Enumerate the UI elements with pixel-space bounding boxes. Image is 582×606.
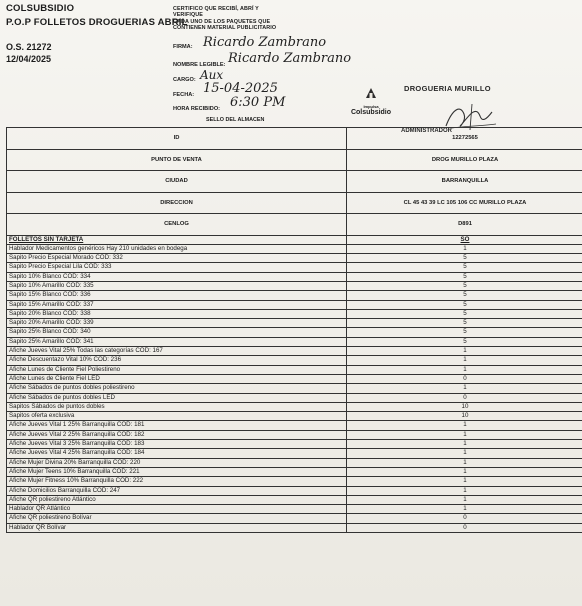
- row-value: 5: [347, 281, 582, 290]
- organization-name: COLSUBSIDIO: [6, 3, 75, 14]
- row-label: Sapitos Sábados de puntos dobles: [7, 402, 347, 411]
- row-label: Sapito 15% Blanco COD: 336: [7, 291, 347, 300]
- hora-value: 6:30 PM: [230, 95, 286, 110]
- table-row: [7, 430, 582, 439]
- stamp-drogueria: DROGUERIA MURILLO: [404, 84, 491, 93]
- row-value: CL 45 43 39 LC 105 106 CC MURILLO PLAZA: [347, 192, 582, 214]
- row-label: Afiche Jueves Vital 3 25% Barranquilla COD: 183: [7, 440, 347, 449]
- row-label: Sapito 25% Amarillo COD: 341: [7, 337, 347, 346]
- table-row: [7, 309, 582, 318]
- row-value: DROG MURILLO PLAZA: [347, 149, 582, 171]
- table-row: [7, 449, 582, 458]
- info-row: [7, 192, 582, 214]
- table-row: [7, 458, 582, 467]
- row-label: Sapito 25% Blanco COD: 340: [7, 328, 347, 337]
- table-row: [7, 467, 582, 476]
- table-row: [7, 384, 582, 393]
- row-label: Sapito 20% Amarillo COD: 339: [7, 319, 347, 328]
- stamp-brand: Colsubsidio: [350, 109, 392, 116]
- cargo-value: Aux: [200, 68, 224, 82]
- row-label: PUNTO DE VENTA: [7, 149, 347, 171]
- row-value: 1: [347, 384, 582, 393]
- certification-line: VERIFIQUE: [173, 12, 203, 19]
- table-row: [7, 347, 582, 356]
- table-row: [7, 300, 582, 309]
- row-value: 5: [347, 300, 582, 309]
- row-value: 1: [347, 495, 582, 504]
- row-value: 1: [347, 486, 582, 495]
- table-row: [7, 486, 582, 495]
- document-date: 12/04/2025: [6, 54, 52, 64]
- row-label: Sapito 15% Amarillo COD: 337: [7, 300, 347, 309]
- cargo-label: CARGO:: [173, 77, 196, 83]
- row-value: 1: [347, 458, 582, 467]
- row-value: SO: [347, 235, 582, 244]
- row-label: CIUDAD: [7, 171, 347, 193]
- table-row: [7, 393, 582, 402]
- row-label: Hablador QR Atlántico: [7, 505, 347, 514]
- inventory-table-body: [7, 128, 582, 533]
- document-title: P.O.P FOLLETOS DROGUERIAS ABRIL: [6, 17, 188, 28]
- fecha-value: 15-04-2025: [203, 81, 278, 96]
- nombre-label: NOMBRE LEGIBLE:: [173, 62, 226, 68]
- row-value: 1: [347, 244, 582, 253]
- info-row: [7, 128, 582, 150]
- row-value: 1: [347, 356, 582, 365]
- row-label: Afiche Mujer Divina 20% Barranquilla COD: 220: [7, 458, 347, 467]
- row-value: 1: [347, 440, 582, 449]
- row-label: Afiche QR poliestireno Bolívar: [7, 514, 347, 523]
- table-row: [7, 495, 582, 504]
- row-value: 0: [347, 374, 582, 383]
- table-row: [7, 421, 582, 430]
- row-label: Sapito 20% Blanco COD: 338: [7, 309, 347, 318]
- row-value: 1: [347, 421, 582, 430]
- table-row: [7, 244, 582, 253]
- row-value: 5: [347, 328, 582, 337]
- row-value: 5: [347, 254, 582, 263]
- row-value: 1: [347, 347, 582, 356]
- table-row: [7, 402, 582, 411]
- row-label: Afiche Jueves Vital 4 25% Barranquilla COD: 184: [7, 449, 347, 458]
- row-value: 1: [347, 467, 582, 476]
- row-value: 5: [347, 337, 582, 346]
- row-value: 5: [347, 319, 582, 328]
- sello-label: SELLO DEL ALMACEN: [206, 117, 265, 123]
- table-row: [7, 412, 582, 421]
- table-row: [7, 281, 582, 290]
- row-label: Afiche Lunes de Cliente Fiel Poliestireno: [7, 365, 347, 374]
- row-label: Afiche Lunes de Cliente Fiel LED: [7, 374, 347, 383]
- row-label: Hablador Medicamentos genéricos Hay 210 unidades en bodega: [7, 244, 347, 253]
- info-row: [7, 171, 582, 193]
- table-row: [7, 365, 582, 374]
- nombre-value: Ricardo Zambrano: [228, 51, 352, 66]
- row-label: Afiche Sábados de puntos dobles LED: [7, 393, 347, 402]
- row-label: Afiche Jueves Vital 1 25% Barranquilla COD: 181: [7, 421, 347, 430]
- table-row: [7, 440, 582, 449]
- table-row: [7, 505, 582, 514]
- table-row: [7, 254, 582, 263]
- fecha-label: FECHA:: [173, 92, 195, 98]
- table-row: [7, 272, 582, 281]
- row-value: 1: [347, 505, 582, 514]
- row-value: 5: [347, 291, 582, 300]
- row-label: Afiche Domicilios Barranquilla COD: 247: [7, 486, 347, 495]
- stamp-logo: [349, 86, 393, 116]
- row-value: 5: [347, 263, 582, 272]
- certification-line: CADA UNO DE LOS PAQUETES QUE: [173, 18, 271, 25]
- row-label: Sapito 10% Amarillo COD: 335: [7, 281, 347, 290]
- row-value: 5: [347, 309, 582, 318]
- row-value: 0: [347, 523, 582, 532]
- row-label: Afiche Mujer Fitness 10% Barranquilla COD: 222: [7, 477, 347, 486]
- inventory-table: [6, 127, 582, 533]
- row-value: 1: [347, 365, 582, 374]
- row-label: Sapito 10% Blanco COD: 334: [7, 272, 347, 281]
- order-number: O.S. 21272: [6, 42, 52, 52]
- row-value: 1: [347, 449, 582, 458]
- certification-line: CONTIENEN MATERIAL PUBLICITARIO: [173, 24, 277, 31]
- row-value: 1: [347, 430, 582, 439]
- row-value: 5: [347, 272, 582, 281]
- table-row: [7, 337, 582, 346]
- stamp-impulsa: Impulsa: [363, 104, 379, 109]
- firma-signature: Ricardo Zambrano: [203, 35, 327, 50]
- info-row: [7, 149, 582, 171]
- table-row: [7, 523, 582, 532]
- row-value: 0: [347, 514, 582, 523]
- certification-text: [173, 6, 363, 31]
- row-value: 10: [347, 412, 582, 421]
- row-label: Hablador QR Bolívar: [7, 523, 347, 532]
- row-label: Sapito Precio Especial Lila COD: 333: [7, 263, 347, 272]
- firma-label: FIRMA:: [173, 44, 193, 50]
- row-label: Sapitos oferta exclusiva: [7, 412, 347, 421]
- row-value: BARRANQUILLA: [347, 171, 582, 193]
- row-label: Afiche Descuentazo Vital 10% COD: 236: [7, 356, 347, 365]
- row-value: D891: [347, 214, 582, 236]
- row-value: 10: [347, 402, 582, 411]
- row-value: 0: [347, 393, 582, 402]
- row-value: 12272565: [347, 128, 582, 150]
- certification-line: CERTIFICO QUE RECIBÍ, ABRÍ Y: [173, 6, 259, 12]
- row-label: CENLOG: [7, 214, 347, 236]
- row-label: ID: [7, 128, 347, 150]
- row-label: Afiche QR poliestireno Atlántico: [7, 495, 347, 504]
- table-row: [7, 328, 582, 337]
- row-label: Sapito Precio Especial Morado COD: 332: [7, 254, 347, 263]
- row-value: 1: [347, 477, 582, 486]
- row-label: FOLLETOS SIN TARJETA: [7, 235, 347, 244]
- hora-label: HORA RECIBIDO:: [173, 106, 221, 112]
- table-row: [7, 291, 582, 300]
- info-row: [7, 214, 582, 236]
- table-row: [7, 235, 582, 244]
- table-row: [7, 319, 582, 328]
- table-row: [7, 477, 582, 486]
- row-label: Afiche Jueves Vital 2 25% Barranquilla COD: 182: [7, 430, 347, 439]
- row-label: Afiche Sábados de puntos dobles poliestireno: [7, 384, 347, 393]
- table-row: [7, 356, 582, 365]
- table-row: [7, 263, 582, 272]
- row-label: Afiche Jueves Vital 25% Todas las categorías COD: 167: [7, 347, 347, 356]
- table-row: [7, 514, 582, 523]
- row-label: Afiche Mujer Teens 10% Barranquilla COD: 221: [7, 467, 347, 476]
- colsubsidio-logo-icon: [364, 86, 378, 100]
- stamp-administrador: ADMINISTRADOR: [401, 128, 452, 134]
- table-row: [7, 374, 582, 383]
- row-label: DIRECCION: [7, 192, 347, 214]
